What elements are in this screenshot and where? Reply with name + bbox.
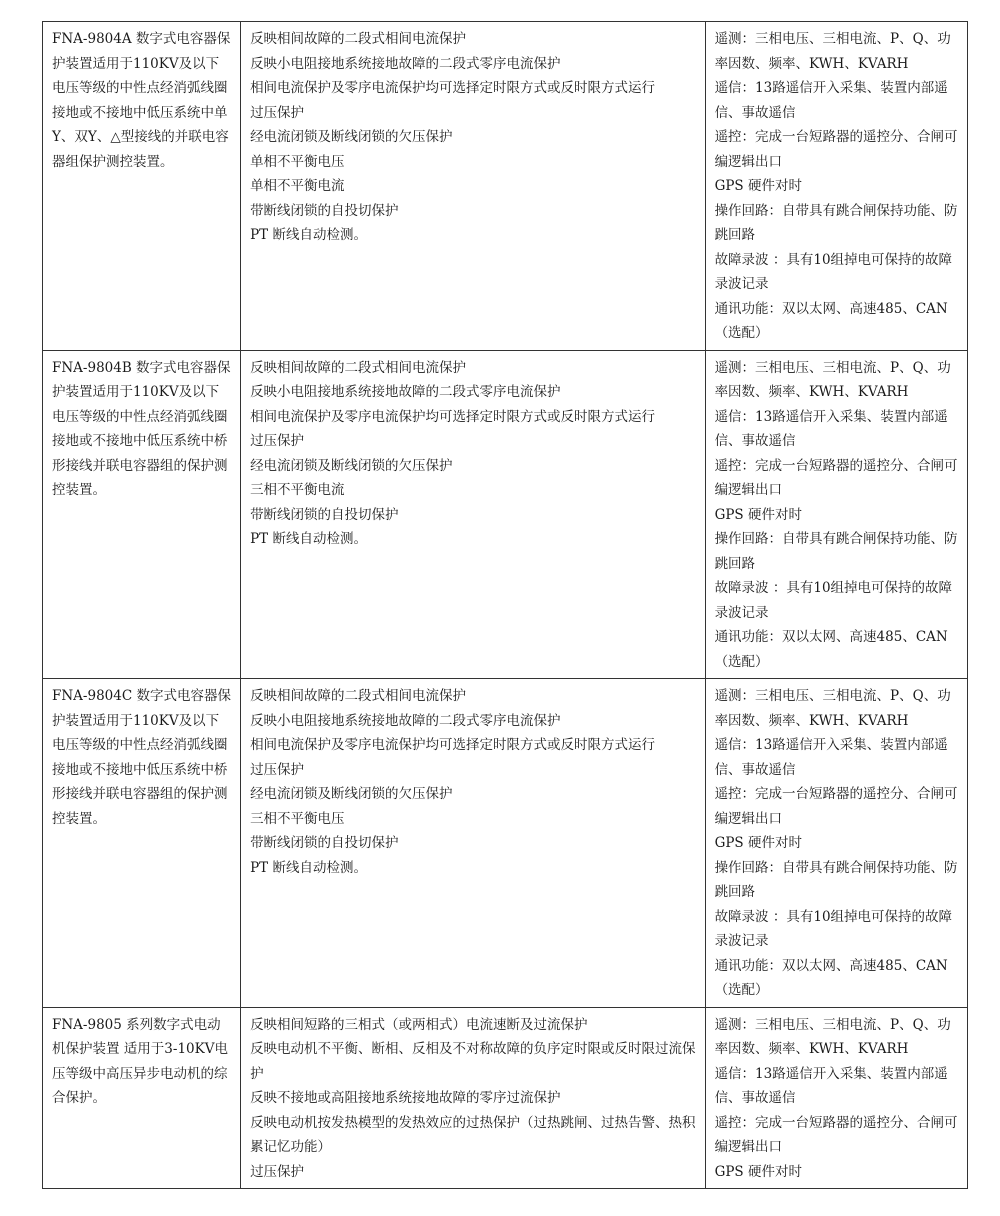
protection-item: 相间电流保护及零序电流保护均可选择定时限方式或反时限方式运行: [250, 80, 656, 96]
feature-item: 遥测：三相电压、三相电流、P、Q、功率因数、频率、KWH、KVARH: [714, 31, 951, 72]
model-description-cell: [43, 350, 241, 679]
protection-item: PT 断线自动检测。: [250, 859, 367, 876]
protection-functions-cell: [241, 679, 706, 1008]
feature-item: 操作回路：自带具有跳合闸保持功能、防跳回路: [714, 202, 958, 243]
protection-item: 反映不接地或高阻接地系统接地故障的零序过流保护: [250, 1090, 561, 1106]
feature-item: 操作回路：自带具有跳合闸保持功能、防跳回路: [714, 859, 958, 900]
table-row: [43, 350, 968, 679]
monitoring-features-cell: [705, 22, 967, 351]
protection-item: 相间电流保护及零序电流保护均可选择定时限方式或反时限方式运行: [250, 408, 656, 425]
monitoring-features-cell: [705, 350, 967, 679]
model-description-cell: [43, 1007, 241, 1189]
table-row: [43, 22, 968, 351]
feature-item: 故障录波 ：具有10组掉电可保持的故障录波记录: [714, 908, 953, 949]
feature-item: GPS 硬件对时: [714, 835, 802, 851]
monitoring-features-cell: [705, 1007, 967, 1189]
feature-item: 遥信：13路遥信开入采集、装置内部遥信、事故遥信: [714, 737, 948, 778]
feature-item: 遥测：三相电压、三相电流、P、Q、功率因数、频率、KWH、KVARH: [714, 359, 951, 400]
protection-item: 反映小电阻接地系统接地故障的二段式零序电流保护: [250, 712, 561, 729]
protection-item: 三相不平衡电流: [250, 482, 345, 498]
table-row: [43, 679, 968, 1008]
feature-item: GPS 硬件对时: [714, 506, 802, 523]
protection-item: 反映小电阻接地系统接地故障的二段式零序电流保护: [250, 55, 561, 72]
protection-item: 带断线闭锁的自投切保护: [250, 835, 399, 851]
protection-item: 经电流闭锁及断线闭锁的欠压保护: [250, 129, 453, 145]
protection-item: 反映相间故障的二段式相间电流保护: [250, 359, 467, 376]
feature-item: 操作回路：自带具有跳合闸保持功能、防跳回路: [714, 531, 958, 572]
model-description: FNA-9804B 数字式电容器保护装置适用于110KV及以下电压等级的中性点经消弧线圈接地或不接地中低压系统中桥形接线并联电容器组的保护测控装置。: [52, 359, 231, 498]
protection-item: 三相不平衡电压: [250, 810, 345, 827]
protection-item: 反映电动机按发热模型的发热效应的过热保护（过热跳闸、过热告警、热积累记忆功能）: [250, 1114, 696, 1155]
protection-item: 反映电动机不平衡、断相、反相及不对称故障的负序定时限或反时限过流保护: [250, 1041, 696, 1082]
protection-device-spec-table: [42, 21, 968, 1189]
feature-item: 遥控：完成一台短路器的遥控分、合闸可编逻辑出口: [714, 129, 958, 170]
protection-item: 经电流闭锁及断线闭锁的欠压保护: [250, 786, 453, 802]
protection-item: 过压保护: [250, 104, 305, 121]
model-description-cell: [43, 22, 241, 351]
feature-item: 遥控：完成一台短路器的遥控分、合闸可编逻辑出口: [714, 786, 958, 827]
table-row: [43, 1007, 968, 1189]
feature-item: 故障录波 ：具有10组掉电可保持的故障录波记录: [714, 580, 953, 621]
feature-item: 遥测：三相电压、三相电流、P、Q、功率因数、频率、KWH、KVARH: [714, 688, 951, 729]
protection-functions-cell: [241, 22, 706, 351]
feature-item: 遥信：13路遥信开入采集、装置内部遥信、事故遥信: [714, 80, 948, 121]
feature-item: 遥信：13路遥信开入采集、装置内部遥信、事故遥信: [714, 408, 948, 449]
model-description: FNA-9804C 数字式电容器保护装置适用于110KV及以下电压等级的中性点经消弧线圈接地或不接地中低压系统中桥形接线并联电容器组的保护测控装置。: [52, 688, 231, 827]
protection-item: 反映相间故障的二段式相间电流保护: [250, 31, 467, 47]
protection-item: PT 断线自动检测。: [250, 227, 367, 243]
feature-item: 通讯功能：双以太网、高速485、CAN（选配）: [714, 300, 948, 341]
protection-item: 单相不平衡电流: [250, 178, 345, 194]
monitoring-features-cell: [705, 679, 967, 1008]
protection-item: 经电流闭锁及断线闭锁的欠压保护: [250, 457, 453, 474]
protection-item: 相间电流保护及零序电流保护均可选择定时限方式或反时限方式运行: [250, 737, 656, 753]
protection-item: 反映小电阻接地系统接地故障的二段式零序电流保护: [250, 384, 561, 400]
feature-item: 遥控：完成一台短路器的遥控分、合闸可编逻辑出口: [714, 1114, 958, 1155]
protection-item: 单相不平衡电压: [250, 153, 345, 170]
model-description: FNA-9805 系列数字式电动机保护装置 适用于3-10KV电压等级中高压异步电动机的综合保护。: [52, 1016, 228, 1106]
feature-item: 通讯功能：双以太网、高速485、CAN（选配）: [714, 957, 948, 998]
feature-item: GPS 硬件对时: [714, 178, 802, 194]
protection-functions-cell: [241, 350, 706, 679]
protection-item: PT 断线自动检测。: [250, 531, 367, 547]
feature-item: 遥控：完成一台短路器的遥控分、合闸可编逻辑出口: [714, 457, 958, 498]
model-description-cell: [43, 679, 241, 1008]
feature-item: 遥测：三相电压、三相电流、P、Q、功率因数、频率、KWH、KVARH: [714, 1016, 951, 1057]
feature-item: GPS 硬件对时: [714, 1163, 802, 1180]
protection-functions-cell: [241, 1007, 706, 1189]
protection-item: 过压保护: [250, 1163, 305, 1180]
model-description: FNA-9804A 数字式电容器保护装置适用于110KV及以下电压等级的中性点经消弧线圈接地或不接地中低压系统中单Y、双Y、△型接线的并联电容器组保护测控装置。: [52, 31, 231, 170]
protection-item: 反映相间短路的三相式（或两相式）电流速断及过流保护: [250, 1016, 588, 1033]
feature-item: 通讯功能：双以太网、高速485、CAN（选配）: [714, 629, 948, 670]
protection-item: 带断线闭锁的自投切保护: [250, 202, 399, 219]
protection-item: 带断线闭锁的自投切保护: [250, 506, 399, 523]
protection-item: 过压保护: [250, 433, 305, 449]
feature-item: 故障录波 ：具有10组掉电可保持的故障录波记录: [714, 251, 953, 292]
protection-item: 过压保护: [250, 761, 305, 778]
spec-table-body: [43, 22, 968, 1189]
feature-item: 遥信：13路遥信开入采集、装置内部遥信、事故遥信: [714, 1065, 948, 1106]
protection-item: 反映相间故障的二段式相间电流保护: [250, 688, 467, 704]
